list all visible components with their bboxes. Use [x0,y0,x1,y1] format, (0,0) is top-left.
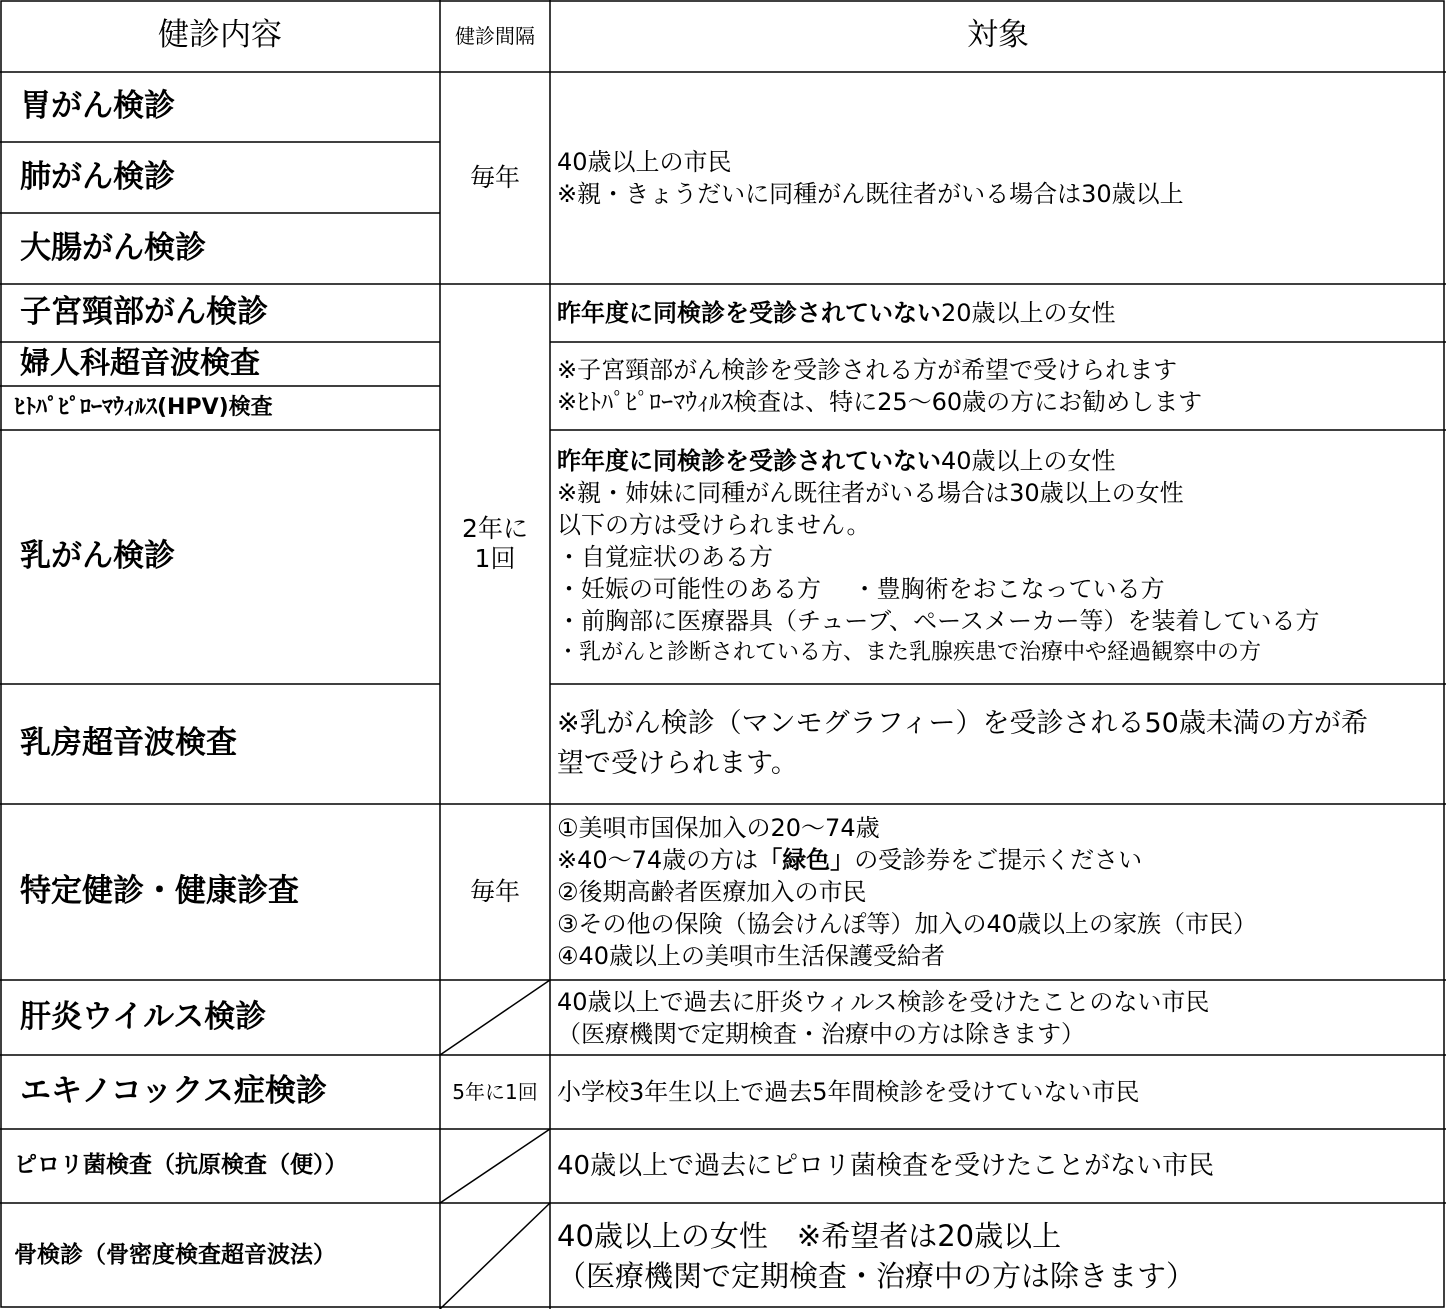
header-interval [440,0,550,72]
cervical-target-bold: 昨年度に同検診を受診されていない [557,299,941,327]
row-breast-us-target [550,684,1446,804]
breast-target-line: ※親・姉妹に同種がん既往者がいる場合は30歳以上の女性 [557,479,1184,507]
breast-target-line: ・妊娠の可能性のある方 ・豊胸術をおこなっている方 [557,575,1165,603]
group1-interval: 毎年 [469,163,520,192]
row-bone-target [550,1203,1446,1309]
row-specific-name: 特定健診・健康診査 [20,873,299,910]
header-content [0,0,440,72]
header-content-label: 健診内容 [158,17,282,54]
breast-target-line: ・乳がんと診断されている方、また乳腺疾患で治療中や経過観察中の方 [557,640,1262,665]
hepatitis-target-line: 40歳以上で過去に肝炎ウィルス検診を受けたことのない市民 [557,987,1210,1016]
row-gyn-target [550,342,1446,430]
row-breast-target [550,430,1446,684]
specific-target-line: ③その他の保険（協会けんぽ等）加入の40歳以上の家族（市民） [557,910,1258,938]
row-cervical-target [550,284,1446,342]
specific-target-green: 「緑色」 [758,846,855,874]
group1-target-line: 40歳以上の市民 [557,148,732,176]
header-target-label: 対象 [967,17,1029,54]
breast-target-rest: 40歳以上の女性 [941,447,1116,475]
group2-interval-line: 1回 [474,544,516,573]
breast-target-bold: 昨年度に同検診を受診されていない [557,447,941,475]
row-pylori-name: ピロリ菌検査（抗原検査（便）） [14,1152,348,1179]
hepatitis-target-line: （医療機関で定期検査・治療中の方は除きます） [557,1019,1085,1048]
cervical-target-rest: 20歳以上の女性 [941,299,1116,327]
row-echinococcus-interval: 5年に1回 [452,1080,538,1104]
row-echinococcus-name: エキノコックス症検診 [20,1073,327,1110]
gyn-target-line: ※ﾋﾄﾊﾟﾋﾟﾛｰﾏｳｨﾙｽ検査は、特に25～60歳の方にお勧めします [557,388,1203,416]
row-stomach-name: 胃がん検診 [20,88,175,125]
row-breast-us-name: 乳房超音波検査 [20,725,237,762]
row-lung-name: 肺がん検診 [20,158,175,195]
row-hepatitis-name: 肝炎ウイルス検診 [20,998,267,1035]
row-bone-name: 骨検診（骨密度検査超音波法） [14,1242,336,1269]
specific-target-line: ④40歳以上の美唄市生活保護受給者 [557,942,946,970]
group2-interval [440,284,550,804]
row-gyn-us-name [0,342,440,386]
row-cervical-name: 子宮頸部がん検診 [20,294,268,331]
breast-us-target-line: ※乳がん検診（マンモグラフィー）を受診される50歳未満の方が希 [557,708,1368,739]
bone-target-line: （医療機関で定期検査・治療中の方は除きます） [557,1259,1196,1293]
echinococcus-target-line: 小学校3年生以上で過去5年間検診を受けていない市民 [557,1078,1140,1106]
row-hepatitis-target [550,980,1446,1055]
bone-target-line: 40歳以上の女性 ※希望者は20歳以上 [557,1219,1062,1253]
breast-target-line: 以下の方は受けられません。 [557,511,871,539]
specific-target-line: ①美唄市国保加入の20～74歳 [557,814,880,842]
breast-target-line: ・自覚症状のある方 [557,543,773,571]
gyn-us-label: 婦人科超音波検査 [20,346,260,381]
diagonal-slash [440,980,550,1055]
row-hpv-name: ﾋﾄﾊﾟﾋﾟﾛｰﾏｳｨﾙｽ(HPV)検査 [14,394,273,420]
gyn-target-line: ※子宮頸部がん検診を受診される方が希望で受けられます [557,356,1178,384]
row-specific-target [550,804,1446,980]
specific-target-line2-post: の受診券をご提示ください [854,846,1143,874]
header-interval-label: 健診間隔 [455,24,535,48]
group2-interval-line: 2年に [462,514,528,543]
row-specific-interval: 毎年 [469,877,520,906]
diagonal-slash [440,1203,550,1309]
row-pylori-target [550,1129,1446,1203]
row-echinococcus-target [550,1055,1446,1129]
specific-target-line: ②後期高齢者医療加入の市民 [557,878,867,906]
specific-target-line2-pre: ※40～74歳の方は [557,846,759,874]
pylori-target-line: 40歳以上で過去にピロリ菌検査を受けたことがない市民 [557,1151,1215,1181]
row-colon-name: 大腸がん検診 [20,229,206,266]
row-breast-name: 乳がん検診 [20,538,175,575]
breast-us-target-line: 望で受けられます。 [557,748,798,779]
header-target [550,0,1446,72]
diagonal-slash [440,1129,550,1203]
group1-target-line: ※親・きょうだいに同種がん既往者がいる場合は30歳以上 [557,180,1184,208]
group1-target [550,72,1446,284]
breast-target-line: ・前胸部に医療器具（チューブ、ペースメーカー等）を装着している方 [557,607,1320,635]
